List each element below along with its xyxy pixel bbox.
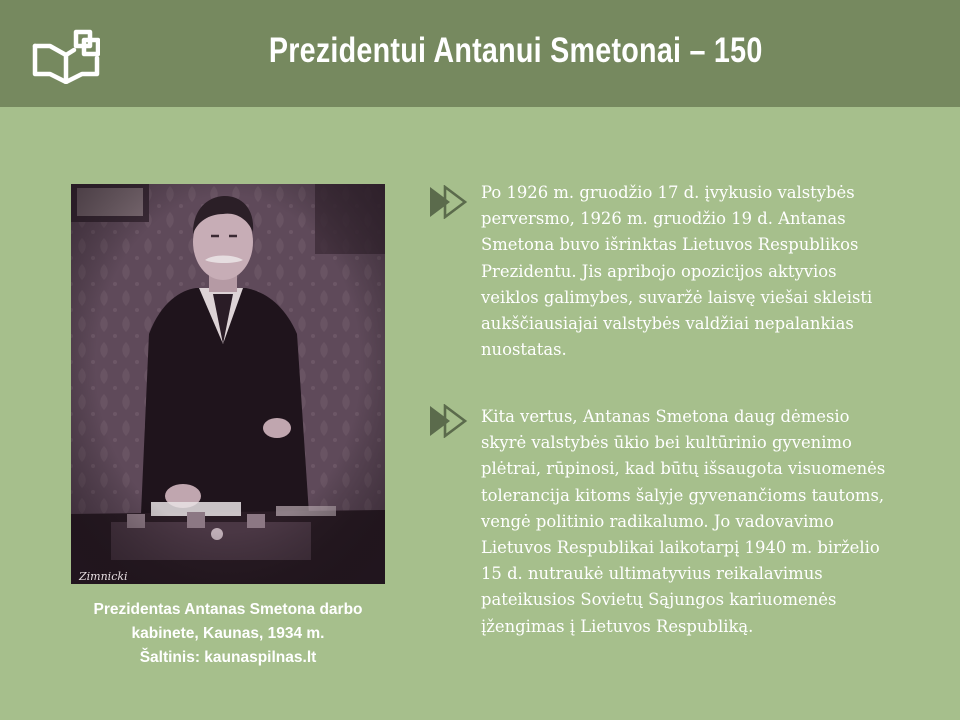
portrait-photo: [71, 184, 385, 584]
paragraph-line: plėtrai, rūpinosi, kad būtų išsaugota visuomenės: [481, 459, 886, 479]
bullet-paragraph-2: [481, 404, 921, 640]
double-triangle-arrow-icon: [429, 185, 469, 219]
paragraph-line: Lietuvos Respublikai laikotarpį 1940 m. birželio: [481, 538, 880, 558]
double-triangle-arrow-icon: [429, 404, 469, 438]
paragraph-line: vengė politinio radikalumo. Jo vadovavimo: [481, 511, 834, 531]
header-bar: [0, 0, 960, 107]
paragraph-line: įžengimas į Lietuvos Respubliką.: [481, 616, 754, 636]
paragraph-line: skyrė valstybės ūkio bei kultūrinio gyvenimo: [481, 433, 852, 453]
paragraph-line: aukščiausiajai valstybės valdžiai nepalankias: [481, 314, 854, 334]
paragraph-line: pateikusios Sovietų Sąjungos kariuomenės: [481, 590, 837, 610]
caption-line: kabinete, Kaunas, 1934 m.: [131, 625, 325, 642]
bullet-paragraph-1: [481, 180, 921, 363]
open-book-squares-icon: [32, 28, 100, 84]
caption-line: Prezidentas Antanas Smetona darbo: [93, 601, 363, 618]
paragraph-line: nuostatas.: [481, 340, 567, 360]
photo-caption: [60, 598, 396, 670]
paragraph-line: Po 1926 m. gruodžio 17 d. įvykusio valstybės: [481, 183, 855, 202]
paragraph-line: perversmo, 1926 m. gruodžio 19 d. Antanas: [481, 209, 846, 229]
paragraph-line: Smetona buvo išrinktas Lietuvos Respublikos: [481, 235, 859, 255]
page-title: Prezidentui Antanui Smetonai – 150: [268, 31, 763, 70]
paragraph-line: tolerancija kitoms šalyje gyvenančioms tautoms,: [481, 485, 885, 505]
photo-signature: Zimnicki: [79, 570, 128, 583]
paragraph-line: veiklos galimybes, suvaržė laisvę viešai skleisti: [481, 287, 873, 307]
paragraph-line: 15 d. nutraukė ultimatyvius reikalavimus: [481, 564, 823, 584]
paragraph-line: Prezidentu. Jis apribojo opozicijos aktyvios: [481, 261, 837, 281]
caption-line: Šaltinis: kaunaspilnas.lt: [139, 649, 317, 666]
paragraph-line: Kita vertus, Antanas Smetona daug dėmesio: [481, 407, 850, 426]
